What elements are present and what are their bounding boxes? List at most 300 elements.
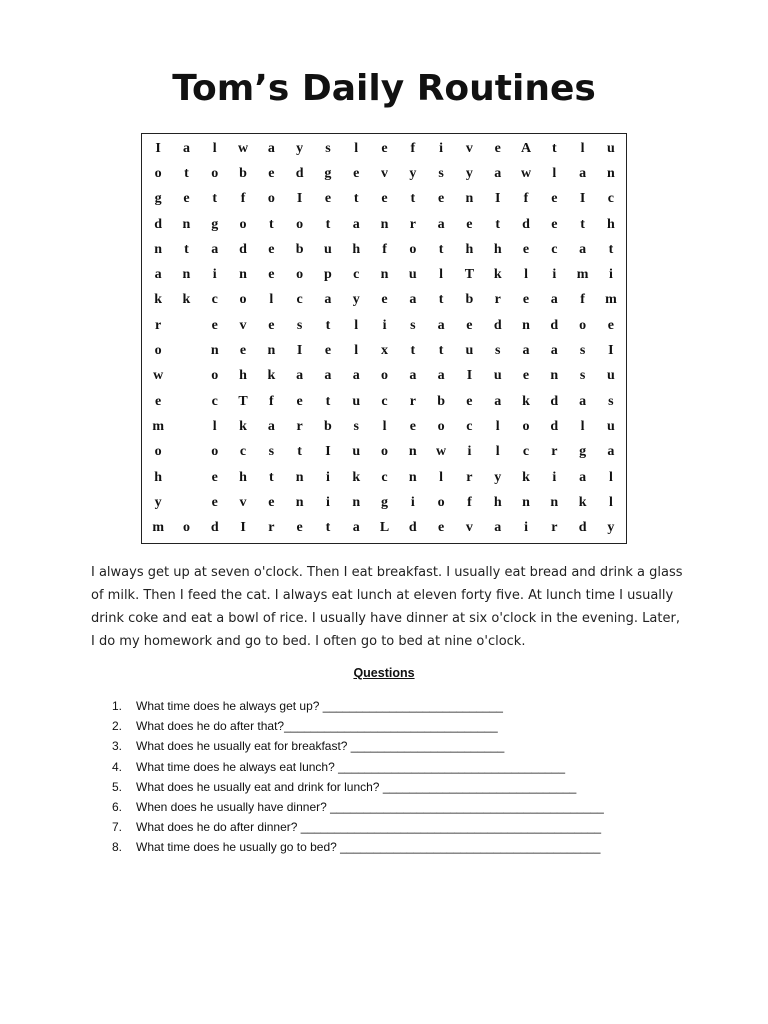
grid-cell: e (268, 241, 275, 257)
grid-cell: n (522, 317, 530, 333)
grid-cell: I (608, 343, 614, 359)
grid-cell: k (522, 469, 530, 485)
grid-cell: w (153, 368, 164, 384)
grid-cell: a (494, 165, 502, 181)
grid-cell: o (522, 418, 530, 434)
grid-cell: n (154, 241, 163, 257)
grid-cell: t (438, 241, 444, 257)
grid-cell: d (154, 216, 163, 232)
question-number: 8. (112, 840, 123, 855)
grid-cell: o (381, 444, 389, 460)
grid-cell: e (324, 343, 332, 359)
grid-cell: l (580, 418, 585, 434)
question-item (112, 696, 672, 716)
grid-cell: l (580, 140, 585, 156)
grid-cell: u (352, 444, 361, 460)
grid-cell: n (408, 444, 417, 460)
grid-cell: e (522, 241, 530, 257)
grid-cell: o (267, 191, 275, 207)
grid-cell: t (325, 216, 331, 232)
grid-cell (172, 364, 200, 389)
grid-cell (172, 465, 200, 490)
grid-cell: e (607, 317, 614, 333)
question-number: 1. (112, 699, 123, 713)
grid-cell: o (437, 494, 445, 510)
question-number: 6. (112, 800, 123, 815)
question-number: 5. (112, 779, 123, 794)
grid-cell: g (381, 494, 389, 510)
grid-cell: k (267, 368, 276, 384)
grid-cell: l (382, 418, 387, 434)
question-text: What time does he usually go to bed? _______________________________________ (136, 840, 601, 855)
grid-cell: o (182, 520, 190, 536)
grid-cell: a (579, 393, 587, 409)
grid-cell: e (183, 191, 190, 207)
grid-cell: a (267, 140, 275, 156)
grid-cell: d (550, 393, 559, 409)
grid-cell: m (576, 267, 589, 283)
grid-cell: a (550, 292, 558, 308)
question-text: What does he do after that?________________________________ (136, 719, 498, 734)
grid-cell: e (268, 165, 275, 181)
grid-cell: e (551, 191, 558, 207)
grid-cell: o (154, 343, 162, 359)
grid-cell: s (325, 140, 331, 156)
grid-cell: I (325, 444, 331, 460)
grid-row (144, 414, 625, 439)
grid-cell: l (495, 418, 500, 434)
grid-cell: o (579, 317, 587, 333)
grid-cell: r (551, 444, 558, 460)
grid-cell: u (408, 267, 417, 283)
grid-cell: c (239, 444, 247, 460)
grid-cell: x (381, 343, 389, 359)
grid-cell: o (296, 267, 304, 283)
grid-cell: t (325, 520, 331, 536)
grid-cell: h (493, 241, 502, 257)
grid-cell: n (182, 267, 191, 283)
grid-cell: a (437, 368, 445, 384)
grid-cell: e (211, 494, 218, 510)
grid-cell: I (296, 343, 303, 359)
grid-cell: e (296, 520, 303, 536)
grid-cell: l (495, 444, 500, 460)
grid-cell: l (212, 418, 217, 434)
grid-cell: l (439, 469, 444, 485)
grid-cell: g (324, 165, 332, 181)
grid-cell: a (182, 140, 190, 156)
grid-cell: r (296, 418, 303, 434)
grid-cell: o (239, 216, 247, 232)
grid-cell: f (580, 292, 585, 308)
question-number: 3. (112, 739, 123, 754)
grid-cell: s (438, 165, 444, 181)
grid-cell: b (239, 165, 247, 181)
grid-cell: w (436, 444, 447, 460)
grid-row (144, 237, 625, 262)
grid-cell: i (439, 140, 444, 156)
grid-cell: a (211, 241, 219, 257)
question-text: What time does he always eat lunch? __________________________________ (136, 759, 566, 774)
grid-cell: s (296, 317, 303, 333)
question-number: 2. (112, 719, 123, 734)
grid-cell: I (155, 140, 161, 156)
grid-cell: I (296, 191, 303, 207)
grid-cell: a (352, 216, 360, 232)
grid-row (144, 465, 625, 490)
grid-cell: A (520, 140, 532, 156)
grid-cell: I (466, 368, 473, 384)
grid-cell: n (550, 368, 559, 384)
grid-cell: r (551, 520, 558, 536)
grid-cell: y (494, 469, 502, 485)
grid-cell: s (608, 393, 614, 409)
grid-cell: e (409, 418, 416, 434)
grid-cell: o (437, 418, 445, 434)
grid-cell: t (438, 292, 444, 308)
grid-cell: f (240, 191, 246, 207)
grid-cell: e (551, 216, 558, 232)
grid-cell: b (465, 292, 474, 308)
grid-cell: a (409, 368, 417, 384)
grid-cell: u (607, 140, 615, 156)
grid-cell (172, 313, 200, 338)
grid-cell: e (466, 317, 473, 333)
grid-cell: c (381, 393, 388, 409)
grid-cell: a (579, 165, 587, 181)
grid-cell: c (607, 191, 614, 207)
grid-cell: c (551, 241, 558, 257)
grid-cell: i (410, 494, 415, 510)
grid-cell: h (352, 241, 361, 257)
grid-cell: y (296, 140, 304, 156)
grid-cell: o (296, 216, 304, 232)
grid-cell: d (239, 241, 247, 257)
grid-cell: f (410, 140, 416, 156)
grid-cell: T (464, 267, 475, 283)
grid-row (144, 288, 625, 313)
grid-cell: u (493, 368, 502, 384)
grid-cell: t (410, 343, 416, 359)
grid-cell: n (408, 469, 417, 485)
grid-cell: d (550, 418, 559, 434)
grid-cell: s (353, 418, 359, 434)
grid-cell: s (494, 343, 501, 359)
page-title: Tom’s Daily Routines (172, 68, 596, 109)
grid-cell: y (352, 292, 360, 308)
grid-cell: u (465, 343, 474, 359)
grid-row (144, 313, 625, 338)
grid-cell: t (580, 216, 585, 232)
grid-cell: t (410, 191, 416, 207)
grid-cell: n (267, 343, 276, 359)
grid-cell: i (467, 444, 472, 460)
grid-cell: i (325, 494, 330, 510)
grid-cell: a (579, 469, 587, 485)
grid-cell: p (324, 267, 332, 283)
grid-cell: o (239, 292, 247, 308)
word-search-grid (141, 133, 627, 544)
grid-cell: e (522, 292, 530, 308)
grid-cell: k (239, 418, 247, 434)
grid-cell: b (324, 418, 332, 434)
grid-cell: i (608, 267, 613, 283)
grid-row (144, 440, 625, 465)
grid-cell: i (552, 469, 557, 485)
grid-cell: d (550, 317, 559, 333)
grid-cell: o (381, 368, 389, 384)
grid-cell: o (211, 444, 219, 460)
grid-cell: v (465, 520, 473, 536)
grid-cell: l (608, 494, 613, 510)
grid-cell: t (438, 343, 444, 359)
grid-cell: L (379, 520, 390, 536)
grid-cell: i (524, 520, 528, 536)
grid-cell: c (211, 292, 218, 308)
grid-cell: l (439, 267, 444, 283)
grid-cell (172, 490, 200, 515)
grid-cell: n (380, 216, 389, 232)
grid-cell: m (152, 418, 164, 434)
grid-cell: e (522, 368, 530, 384)
grid-cell: a (579, 241, 587, 257)
grid-cell: o (409, 241, 417, 257)
grid-row (144, 364, 625, 389)
grid-cell: l (524, 267, 528, 283)
question-text: What does he do after dinner? _____________________________________________ (136, 820, 602, 835)
question-number: 4. (112, 759, 123, 774)
grid-cell: I (240, 520, 246, 536)
grid-cell: t (495, 216, 501, 232)
grid-cell: k (578, 494, 587, 510)
grid-cell: T (238, 393, 248, 409)
grid-cell: h (239, 368, 247, 384)
question-item (112, 817, 672, 837)
grid-cell: e (324, 191, 332, 207)
grid-cell: a (352, 520, 360, 536)
grid-cell: d (295, 165, 304, 181)
grid-cell: l (354, 140, 359, 156)
grid-cell: f (467, 494, 472, 510)
question-number: 7. (112, 820, 123, 835)
grid-cell: u (352, 393, 361, 409)
grid-cell: h (607, 216, 615, 232)
grid-cell: e (353, 165, 360, 181)
grid-cell: a (409, 292, 417, 308)
grid-cell: b (295, 241, 304, 257)
grid-cell: s (579, 343, 586, 359)
grid-cell: w (520, 165, 532, 181)
grid-cell: l (354, 343, 359, 359)
grid-cell: s (579, 368, 586, 384)
grid-cell: e (296, 393, 303, 409)
grid-cell: o (154, 165, 162, 181)
grid-cell: h (465, 241, 474, 257)
grid-row (144, 136, 625, 161)
grid-cell: a (522, 343, 530, 359)
question-text: When does he usually have dinner? _________________________________________ (136, 800, 604, 815)
grid-cell: v (381, 165, 389, 181)
grid-cell: a (324, 368, 332, 384)
grid-cell: i (212, 267, 217, 283)
grid-cell: l (212, 140, 217, 156)
grid-cell: e (211, 469, 218, 485)
grid-cell: w (237, 140, 249, 156)
grid-cell: n (182, 216, 191, 232)
grid-cell: a (494, 520, 502, 536)
questions-heading: Questions (353, 666, 415, 680)
grid-cell: a (352, 368, 360, 384)
grid-cell: c (353, 267, 360, 283)
grid-cell: t (608, 241, 614, 257)
grid-cell: t (325, 393, 331, 409)
question-text: What time does he always get up? ___________________________ (136, 699, 503, 713)
grid-cell: i (325, 469, 330, 485)
grid-cell: n (522, 494, 530, 510)
question-item (112, 736, 672, 756)
grid-row (144, 490, 625, 515)
grid-cell: s (410, 317, 416, 333)
grid-cell: e (494, 140, 501, 156)
grid-cell: c (522, 444, 530, 460)
grid-cell: k (352, 469, 361, 485)
grid-cell: c (211, 393, 218, 409)
questions-list (112, 696, 672, 858)
grid-cell: e (466, 216, 473, 232)
grid-cell: a (550, 343, 558, 359)
grid-cell: n (210, 343, 219, 359)
grid-cell: t (297, 444, 302, 460)
grid-row (144, 515, 625, 540)
grid-cell: t (269, 469, 274, 485)
question-item (112, 777, 672, 797)
grid-cell: o (154, 444, 162, 460)
grid-cell: f (523, 191, 529, 207)
grid-cell: e (381, 191, 388, 207)
grid-cell: d (493, 317, 502, 333)
grid-cell: g (579, 444, 587, 460)
grid-cell: a (324, 292, 332, 308)
question-item (112, 716, 672, 736)
question-text: What does he usually eat for breakfast? _______________________ (136, 739, 505, 754)
grid-cell: r (268, 520, 275, 536)
grid-cell: r (494, 292, 501, 308)
grid-row (144, 187, 625, 212)
grid-cell: t (212, 191, 218, 207)
story-paragraph: I always get up at seven o'clock. Then I eat breakfast. I usually eat bread and drink a glass of milk. Then I feed the cat. I always eat lunch at eleven forty five. At lunch time I usually drink coke and eat a bowl of rice. I usually have dinner at six o'clock in the evening. Later, I do my homework and go to bed. I often go to bed at nine o'clock. (91, 565, 683, 649)
grid-cell: e (268, 494, 275, 510)
grid-cell (172, 414, 200, 439)
grid-cell: c (381, 469, 388, 485)
question-text: What does he usually eat and drink for lunch? _____________________________ (136, 779, 577, 794)
question-item (112, 757, 672, 777)
grid-cell: e (211, 317, 218, 333)
grid-cell: d (522, 216, 530, 232)
grid-cell (172, 338, 200, 363)
grid-cell: a (494, 393, 502, 409)
grid-cell: n (295, 469, 304, 485)
grid-cell: f (269, 393, 274, 409)
grid-cell: u (607, 418, 615, 434)
grid-cell: l (354, 317, 359, 333)
grid-cell: n (607, 165, 615, 181)
grid-cell: y (607, 520, 615, 536)
grid-cell: v (239, 494, 247, 510)
grid-cell: e (239, 343, 247, 359)
grid-cell: r (409, 216, 416, 232)
grid-cell: k (493, 267, 502, 283)
grid-cell: n (295, 494, 304, 510)
grid-cell: m (605, 292, 617, 308)
grid-cell: s (268, 444, 275, 460)
grid-cell: f (382, 241, 387, 257)
grid-cell: v (239, 317, 247, 333)
grid-cell: a (437, 317, 445, 333)
grid-cell: t (184, 241, 189, 257)
grid-cell: n (465, 191, 474, 207)
grid-row (144, 262, 625, 287)
question-item (112, 837, 672, 857)
grid-cell: t (353, 191, 359, 207)
grid-row (144, 389, 625, 414)
word-search-table (144, 136, 625, 541)
grid-cell: e (466, 393, 473, 409)
grid-cell (172, 440, 200, 465)
grid-cell: n (380, 267, 389, 283)
grid-cell: a (296, 368, 304, 384)
grid-cell: y (465, 165, 473, 181)
grid-cell: r (155, 317, 162, 333)
grid-cell (172, 389, 200, 414)
grid-cell: n (550, 494, 559, 510)
grid-cell: e (381, 140, 388, 156)
grid-cell: g (211, 216, 219, 232)
grid-cell: c (296, 292, 303, 308)
grid-cell: a (154, 267, 162, 283)
grid-cell: k (154, 292, 163, 308)
grid-row (144, 212, 625, 237)
grid-row (144, 161, 625, 186)
grid-cell: o (211, 368, 219, 384)
grid-cell: y (409, 165, 417, 181)
grid-cell: h (154, 469, 163, 485)
grid-cell: I (494, 191, 501, 207)
grid-cell: t (551, 140, 557, 156)
grid-cell: b (437, 393, 446, 409)
question-item (112, 797, 672, 817)
grid-cell: g (154, 191, 162, 207)
grid-cell: d (210, 520, 219, 536)
grid-cell: k (522, 393, 530, 409)
grid-cell: c (466, 418, 473, 434)
grid-cell: a (607, 444, 615, 460)
grid-cell: e (268, 317, 275, 333)
grid-cell: u (607, 368, 615, 384)
grid-cell: I (579, 191, 586, 207)
grid-cell: d (408, 520, 417, 536)
grid-cell: a (437, 216, 445, 232)
grid-cell: i (382, 317, 387, 333)
grid-cell: d (578, 520, 587, 536)
grid-cell: t (269, 216, 274, 232)
grid-cell: e (438, 191, 445, 207)
grid-cell: u (324, 241, 332, 257)
grid-cell: n (352, 494, 361, 510)
grid-cell: o (211, 165, 219, 181)
grid-cell: n (239, 267, 247, 283)
grid-cell: e (268, 267, 275, 283)
grid-cell: h (493, 494, 502, 510)
